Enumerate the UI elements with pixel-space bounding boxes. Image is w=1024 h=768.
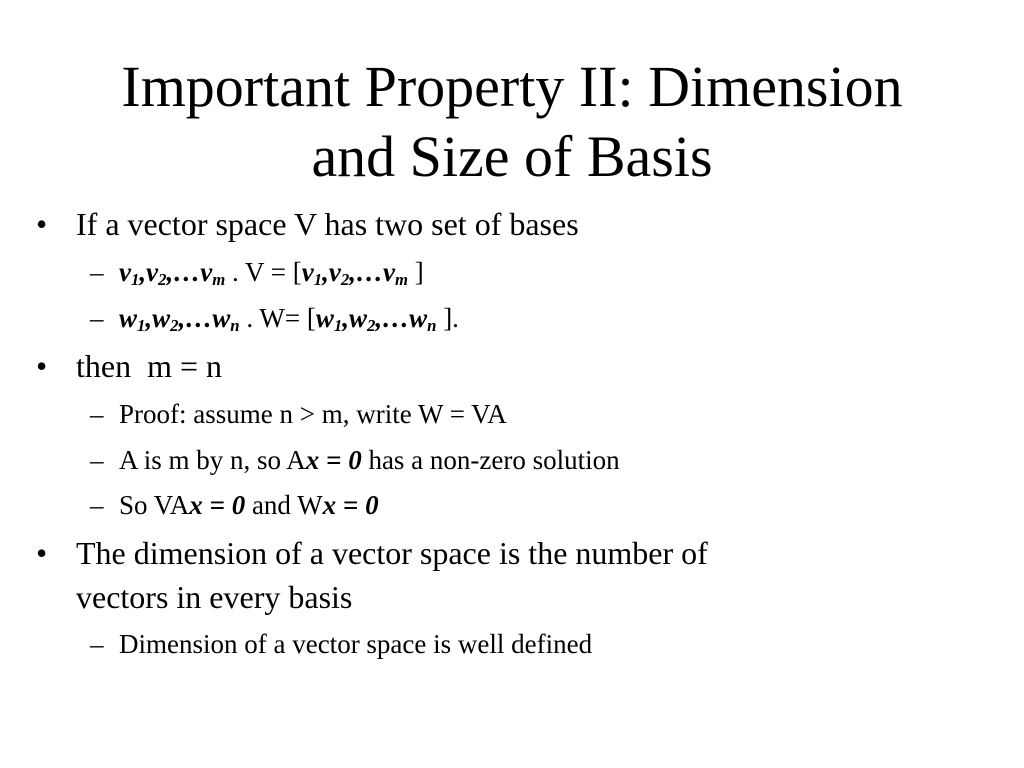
comma: , [145,303,153,333]
var-x: x [322,490,337,520]
comma: , [342,303,349,333]
var-w: w [409,303,428,333]
var-w: w [212,303,231,333]
zero-vector: 0 [231,490,246,520]
var-v: v [119,257,131,287]
dash-marker: – [90,303,104,333]
equation-mid: . W= [ [239,303,316,333]
dash-marker: – [90,490,104,520]
var-w: w [315,303,334,333]
comma: , [322,257,329,287]
var-x: x [305,445,320,475]
sub-bullet-text: Proof: assume n > m, write W = VA [119,399,507,429]
subscript: 1 [333,316,343,336]
subscript: 1 [130,270,140,290]
var-v: v [382,257,395,287]
var-v: v [328,257,341,287]
sub-bullet-text [119,487,379,523]
bullet-text-line-2: vectors in every basis [76,579,353,615]
sub-bullet-text [119,300,459,336]
slide-title [40,52,984,192]
subscript: n [427,316,437,336]
bullet-text: then m = n [76,348,223,384]
bullet-marker: • [36,535,48,571]
subscript: m [394,270,408,290]
dash-marker: – [90,445,104,475]
comma: , [139,257,147,287]
subscript: 2 [170,316,179,336]
sub-bullet-text [119,442,620,478]
subscript: 1 [313,270,323,290]
bullet-text-line-1: The dimension of a vector space is the number of [76,535,708,571]
equation-close: ] [407,257,424,287]
sub-bullet-text [119,254,424,290]
equals-sign: = [336,490,366,520]
ellipsis: ,… [166,257,201,287]
text-run: and W [245,490,323,520]
var-w: w [119,303,138,333]
equals-sign: = [319,445,349,475]
equation-mid: . V = [ [225,257,302,287]
ellipsis: ,… [375,303,410,333]
title-line-2: and Size of Basis [311,124,713,189]
bullet-text: If a vector space V has two set of bases [76,206,579,242]
text-run: A is m by n, so A [119,445,306,475]
var-x: x [189,490,203,520]
text-run: has a non-zero solution [361,445,620,475]
var-v: v [301,257,314,287]
title-line-1: Important Property II: Dimension [121,54,903,119]
subscript: 2 [340,270,350,290]
var-w: w [152,303,171,333]
subscript: 1 [137,316,146,336]
ellipsis: ,… [178,303,213,333]
equals-sign: = [202,490,232,520]
subscript: 2 [158,270,167,290]
text-run: So VA [119,490,190,520]
zero-vector: 0 [348,445,362,475]
zero-vector: 0 [365,490,379,520]
dash-marker: – [90,629,104,659]
ellipsis: ,… [349,257,383,287]
bullet-marker: • [36,206,48,242]
dash-marker: – [90,399,104,429]
var-w: w [348,303,367,333]
bullet-marker: • [36,348,48,384]
dash-marker: – [90,257,104,287]
subscript: 2 [366,316,376,336]
subscript: n [230,316,240,336]
equation-close: ]. [436,303,459,333]
subscript: m [212,270,226,290]
var-v: v [146,257,159,287]
var-v: v [200,257,213,287]
sub-bullet-text: Dimension of a vector space is well defined [119,629,593,659]
bullet-text [76,531,708,619]
